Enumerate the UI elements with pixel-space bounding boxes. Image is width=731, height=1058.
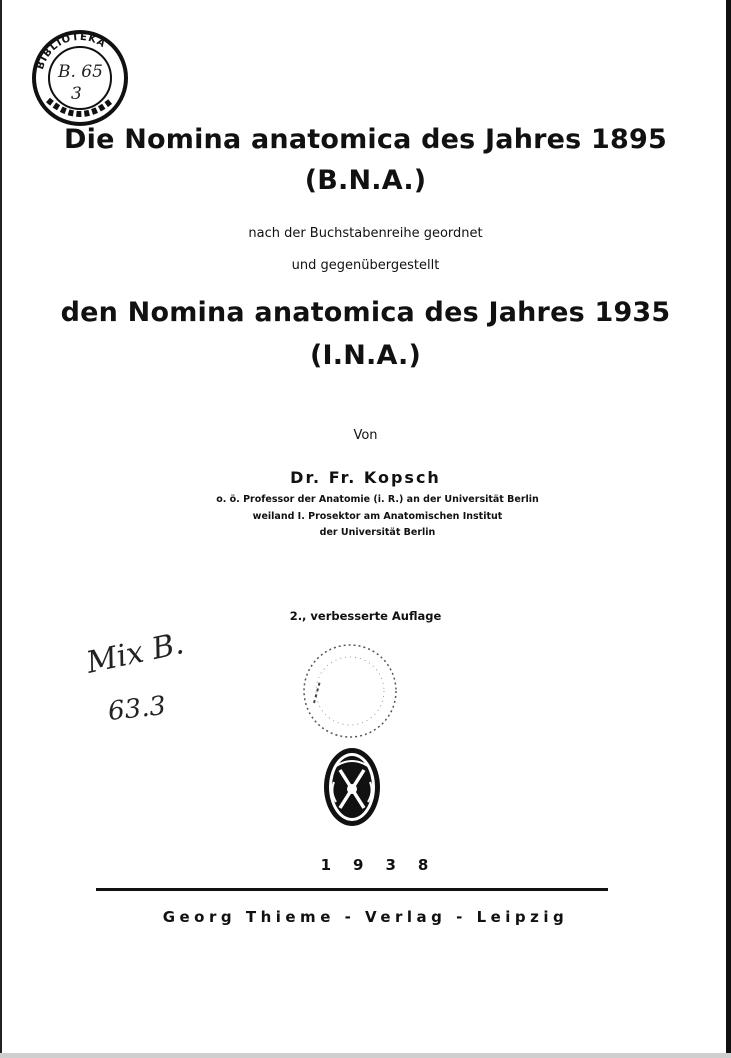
title2-line-1: den Nomina anatomica des Jahres 1935 bbox=[60, 297, 671, 328]
publisher-line: Georg Thieme - Verlag - Leipzig bbox=[162, 908, 569, 926]
by-label: Von bbox=[353, 428, 378, 443]
title2-line-2: (I.N.A.) bbox=[309, 340, 422, 371]
author-affiliation-1: o. ö. Professor der Anatomie (i. R.) an der Universität Berlin bbox=[216, 494, 539, 505]
author-affiliation-2: weiland I. Prosektor am Anatomischen Institut bbox=[252, 511, 503, 522]
stamp-shelfmark-line2: 3 bbox=[71, 84, 82, 104]
subtitle-line-2: und gegenübergestellt bbox=[291, 258, 440, 273]
subtitle-line-1: nach der Buchstabenreihe geordnet bbox=[248, 226, 483, 241]
divider-rule bbox=[96, 888, 608, 891]
title-line-1: Die Nomina anatomica des Jahres 1895 bbox=[64, 124, 667, 155]
handwritten-note-line2: 63.3 bbox=[106, 691, 168, 727]
stamp-ring-text: BIBLIOTEKA bbox=[35, 31, 108, 71]
scan-edge-bottom bbox=[0, 1053, 731, 1058]
handwritten-note-line1: Mix B. bbox=[83, 626, 187, 681]
publisher-emblem bbox=[322, 746, 382, 828]
author-name: Dr. Fr. Kopsch bbox=[290, 468, 441, 487]
author-affiliation-3: der Universität Berlin bbox=[319, 527, 436, 538]
title-line-2: (B.N.A.) bbox=[304, 165, 427, 196]
publication-year: 1938 bbox=[320, 856, 451, 874]
faint-round-stamp bbox=[300, 641, 400, 741]
edition: 2., verbesserte Auflage bbox=[289, 609, 442, 623]
stamp-shelfmark-line1: B. 65 bbox=[58, 62, 103, 82]
